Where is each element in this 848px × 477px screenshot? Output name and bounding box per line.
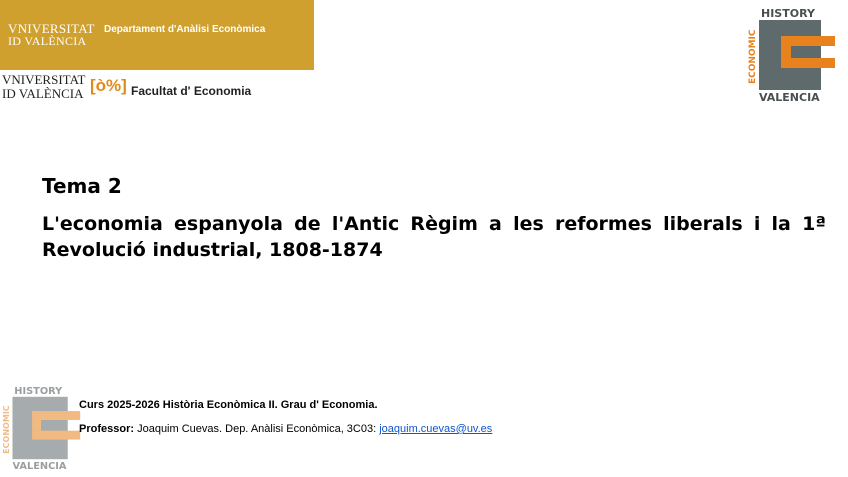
logo-orange-bar-join	[781, 46, 791, 58]
course-info: Curs 2025-2026 Història Econòmica II. Grau d' Economia.	[79, 399, 378, 411]
economic-history-valencia-logo	[745, 6, 837, 104]
university-logo-line1: VNIVERSITAT	[8, 21, 95, 36]
professor-info	[79, 423, 492, 435]
university-logo-line1: VNIVERSITAT	[2, 72, 86, 87]
logo-text-top: HISTORY	[761, 7, 815, 20]
faculty-logo-icon: [ò%]	[90, 76, 127, 95]
professor-details: Joaquim Cuevas. Dep. Anàlisi Econòmica, 3C03:	[134, 423, 380, 435]
professor-label: Professor:	[79, 423, 135, 435]
logo-text-side: ECONOMIC	[748, 29, 758, 84]
logo-text-bottom: VALENCIA	[759, 91, 820, 104]
university-logo-line2: ID VALÈNCIA	[2, 86, 84, 101]
topic-number: Tema 2	[42, 174, 122, 198]
professor-email-link[interactable]: joaquim.cuevas@uv.es	[379, 423, 493, 435]
university-logo-line2: ID VALÈNCIA	[8, 34, 87, 48]
logo-orange-bar-bottom	[781, 58, 835, 68]
logo-text-side: ECONOMIC	[1, 405, 11, 454]
logo-orange-bar-top	[781, 36, 835, 46]
university-logo	[8, 22, 95, 48]
logo-text-top: HISTORY	[14, 386, 63, 398]
slide-title: L'economia espanyola de l'Antic Règim a les reformes liberals i la 1ª Revolució industrial, 1808-1874	[42, 213, 826, 261]
university-logo-secondary	[2, 73, 85, 101]
faculty-name: Facultat d' Economia	[131, 84, 252, 98]
department-name: Departament d'Anàlisi Econòmica	[104, 24, 266, 35]
logo-text-bottom: VALENCIA	[12, 461, 67, 472]
economic-history-valencia-logo-watermark	[0, 380, 82, 476]
